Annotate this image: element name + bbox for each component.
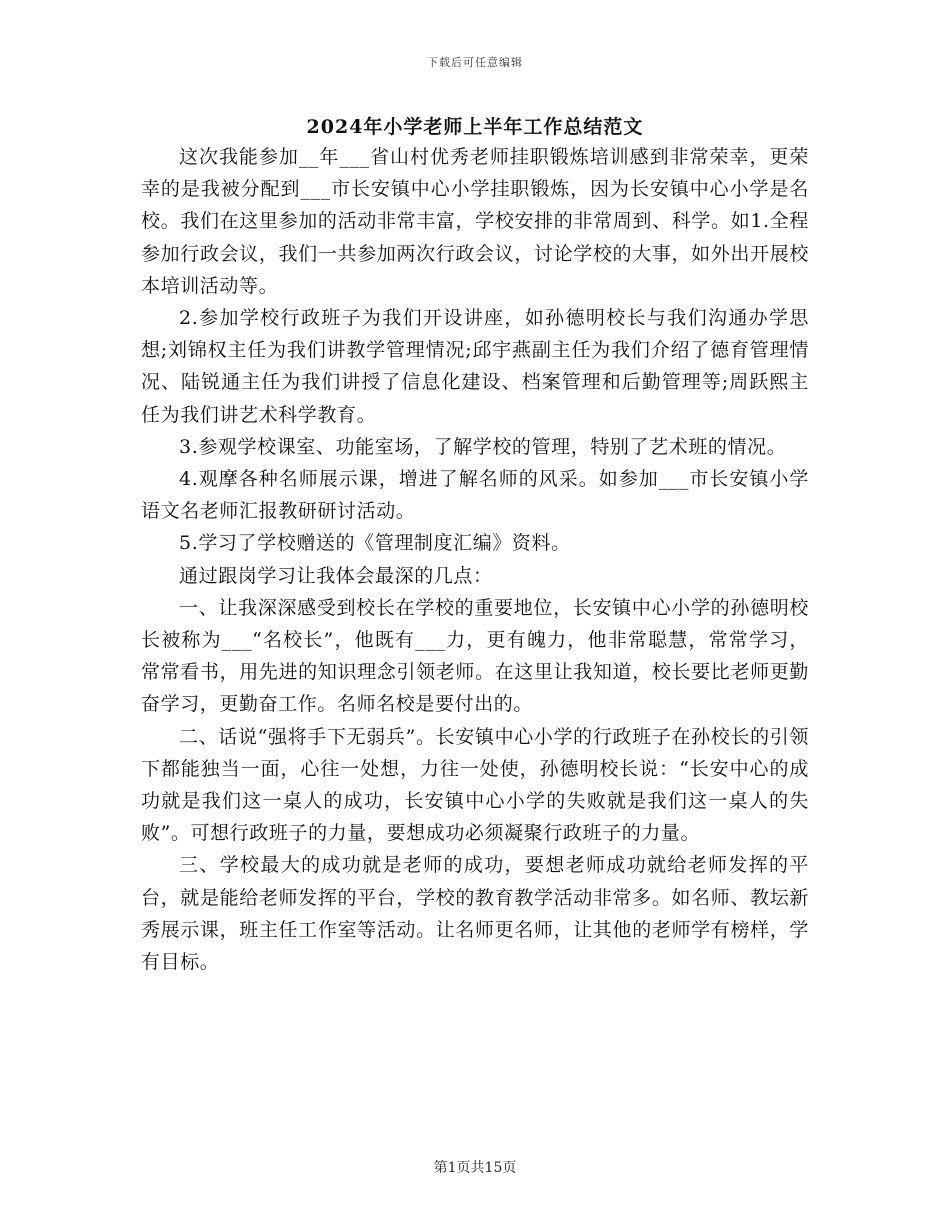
page-header-note: 下载后可任意编辑 — [427, 56, 523, 69]
paragraph-intro: 这次我能参加__年___省山村优秀老师挂职锻炼培训感到非常荣幸，更荣幸的是我被分配到___市长安镇中心小学挂职锻炼，因为长安镇中心小学是名校。我们在这里参加的活动非常丰富，学校安排的非常周到、科学。如1.全程参加行政会议，我们一共参加两次行政会议，讨论学校的大事，如外出开展校本培训活动等。 — [141, 146, 809, 297]
paragraph-item-4: 4.观摩各种名师展示课，增进了解名师的风采。如参加___市长安镇小学语文名老师汇报教研研讨活动。 — [141, 468, 809, 523]
paragraph-point-1: 一、让我深深感受到校长在学校的重要地位，长安镇中心小学的孙德明校长被称为___“名校长”，他既有___力，更有魄力，他非常聪慧，常常学习，常常看书，用先进的知识理念引领老师。在这里让我知道，校长要比老师更勤奋学习，更勤奋工作。名师名校是要付出的。 — [141, 596, 809, 716]
paragraph-reflection-lead: 通过跟岗学习让我体会最深的几点： — [179, 564, 493, 587]
paragraph-item-3: 3.参观学校课室、功能室场，了解学校的管理，特别了艺术班的情况。 — [179, 435, 787, 458]
document-body — [141, 141, 809, 978]
paragraph-item-2: 2.参加学校行政班子为我们开设讲座，如孙德明校长与我们沟通办学思想;刘锦权主任为我们讲教学管理情况;邱宇燕副主任为我们介绍了德育管理情况、陆锐通主任为我们讲授了信息化建设、档案管理和后勤管理等;周跃熙主任为我们讲艺术科学教育。 — [141, 307, 809, 426]
paragraph-item-5: 5.学习了学校赠送的《管理制度汇编》资料。 — [179, 532, 571, 555]
paragraph-point-2: 二、话说“强将手下无弱兵”。长安镇中心小学的行政班子在孙校长的引领下都能独当一面，心往一处想，力往一处使，孙德明校长说：“长安中心的成功就是我们这一桌人的成功，长安镇中心小学的失败就是我们这一桌人的失败”。可想行政班子的力量，要想成功必须凝聚行政班子的力量。 — [141, 725, 809, 845]
page-number-footer: 第1页共15页 — [433, 1160, 517, 1176]
paragraph-point-3: 三、学校最大的成功就是老师的成功，要想老师成功就给老师发挥的平台，就是能给老师发挥的平台，学校的教育教学活动非常多。如名师、教坛新秀展示课，班主任工作室等活动。让名师更名师，让其他的老师学有榜样，学有目标。 — [141, 854, 809, 974]
document-title: 2024年小学老师上半年工作总结范文 — [306, 116, 644, 138]
